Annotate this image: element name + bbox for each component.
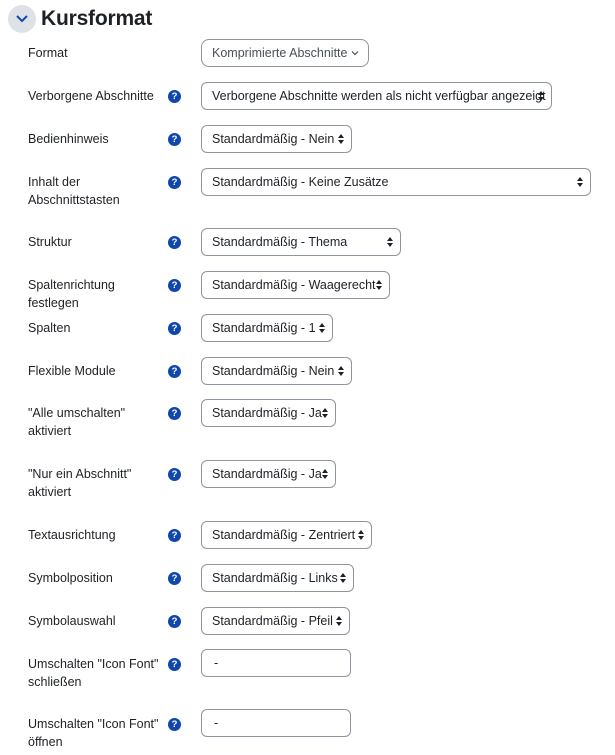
text-alignment-label: Textausrichtung — [28, 528, 116, 542]
help-icon[interactable]: ? — [168, 365, 181, 378]
help-icon[interactable]: ? — [168, 468, 181, 481]
section-header — [8, 4, 152, 34]
sort-arrows-icon — [319, 323, 325, 333]
sort-arrows-icon — [387, 237, 393, 247]
help-icon[interactable]: ? — [168, 718, 181, 731]
section-title: Kursformat — [41, 7, 153, 30]
sort-arrows-icon — [336, 616, 342, 626]
sort-arrows-icon — [322, 469, 328, 479]
one-section-select[interactable] — [201, 460, 336, 488]
structure-select[interactable] — [201, 228, 401, 256]
sort-arrows-icon — [322, 408, 328, 418]
sort-arrows-icon — [358, 530, 364, 540]
icon-font-close-value: - — [214, 656, 219, 670]
columns-select[interactable] — [201, 314, 333, 342]
one-section-label: "Nur ein Abschnitt" aktiviert — [28, 467, 132, 499]
icon-set-label: Symbolauswahl — [28, 614, 116, 628]
operating-hint-label: Bedienhinweis — [28, 132, 109, 146]
hidden-sections-label: Verborgene Abschnitte — [28, 89, 154, 103]
section-button-content-label: Inhalt der Abschnittstasten — [28, 175, 120, 207]
operating-hint-select[interactable] — [201, 125, 352, 153]
sort-arrows-icon — [338, 366, 344, 376]
help-icon[interactable]: ? — [168, 279, 181, 292]
one-section-value: Standardmäßig - Ja — [212, 467, 322, 481]
help-icon[interactable]: ? — [168, 572, 181, 585]
icon-font-close-label: Umschalten "Icon Font" schließen — [28, 657, 159, 689]
flexible-modules-label: Flexible Module — [28, 364, 116, 378]
format-select-value: Komprimierte Abschnitte — [212, 46, 348, 60]
section-button-content-select[interactable] — [201, 168, 591, 196]
icon-font-open-label: Umschalten "Icon Font" öffnen — [28, 717, 159, 749]
icon-position-label: Symbolposition — [28, 571, 113, 585]
help-icon[interactable]: ? — [168, 529, 181, 542]
columns-label: Spalten — [28, 321, 71, 335]
format-select[interactable] — [201, 39, 369, 67]
icon-set-value: Standardmäßig - Pfeil — [212, 614, 333, 628]
help-icon[interactable]: ? — [168, 90, 181, 103]
text-alignment-value: Standardmäßig - Zentriert — [212, 528, 356, 542]
help-icon[interactable]: ? — [168, 133, 181, 146]
column-direction-select[interactable] — [201, 271, 390, 299]
icon-font-open-value: - — [214, 716, 219, 730]
sort-arrows-icon — [340, 573, 346, 583]
chevron-down-icon[interactable] — [8, 5, 36, 33]
column-direction-label: Spaltenrichtung festlegen — [28, 278, 115, 310]
section-button-content-value: Standardmäßig - Keine Zusätze — [212, 175, 389, 189]
chevron-down-icon — [351, 51, 359, 56]
toggle-all-label: "Alle umschalten" aktiviert — [28, 406, 126, 438]
toggle-all-value: Standardmäßig - Ja — [212, 406, 322, 420]
flexible-modules-value: Standardmäßig - Nein — [212, 364, 335, 378]
sort-arrows-icon — [338, 134, 344, 144]
help-icon[interactable]: ? — [168, 322, 181, 335]
column-direction-value: Standardmäßig - Waagerecht — [212, 278, 376, 292]
columns-value: Standardmäßig - 1 — [212, 321, 316, 335]
text-alignment-select[interactable] — [201, 521, 372, 549]
hidden-sections-select[interactable] — [201, 82, 552, 110]
sort-arrows-icon — [376, 280, 382, 290]
structure-label: Struktur — [28, 235, 72, 249]
help-icon[interactable]: ? — [168, 176, 181, 189]
operating-hint-value: Standardmäßig - Nein — [212, 132, 335, 146]
icon-position-value: Standardmäßig - Links — [212, 571, 338, 585]
sort-arrows-icon — [577, 177, 583, 187]
flexible-modules-select[interactable] — [201, 357, 352, 385]
help-icon[interactable]: ? — [168, 615, 181, 628]
help-icon[interactable]: ? — [168, 658, 181, 671]
toggle-all-select[interactable] — [201, 399, 336, 427]
hidden-sections-value: Verborgene Abschnitte werden als nicht verfügbar angezeigt — [212, 89, 546, 103]
structure-value: Standardmäßig - Thema — [212, 235, 348, 249]
help-icon[interactable]: ? — [168, 236, 181, 249]
icon-font-close-input[interactable] — [201, 649, 351, 677]
sort-arrows-icon — [538, 91, 544, 101]
icon-font-open-input[interactable] — [201, 709, 351, 737]
format-label: Format — [28, 46, 68, 60]
help-icon[interactable]: ? — [168, 407, 181, 420]
icon-position-select[interactable] — [201, 564, 354, 592]
icon-set-select[interactable] — [201, 607, 350, 635]
